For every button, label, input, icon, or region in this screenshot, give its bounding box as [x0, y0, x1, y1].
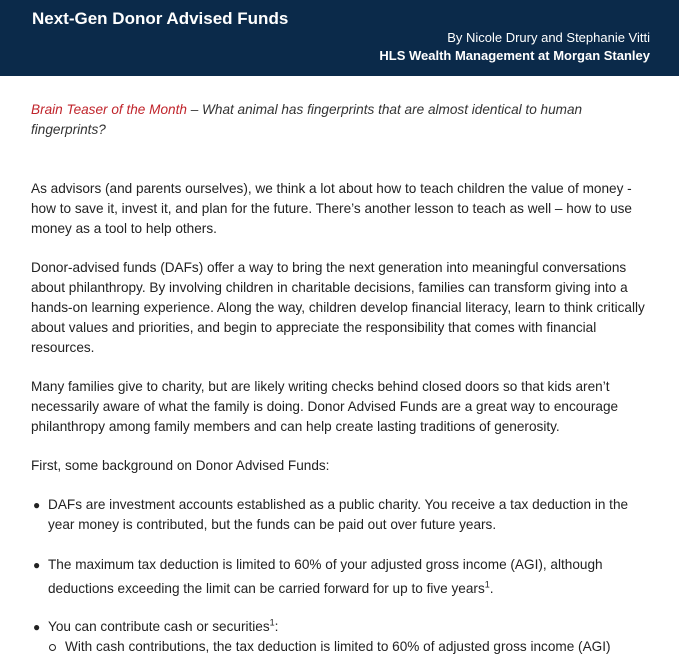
paragraph-daf-overview: Donor-advised funds (DAFs) offer a way to bring the next generation into meaningful conversations about philanthropy. By involving children in charitable decisions, families can transform giving into a hands-on learning experience. Along the way, children develop financial literacy, learn to think critically about values and priorities, and begin to appreciate the responsibility that comes with financial resources. [31, 260, 645, 355]
brain-teaser-question: What animal has fingerprints that are almost identical to human fingerprints? [31, 102, 583, 137]
list-item-text: The maximum tax deduction is limited to 60% of your adjusted gross income (AGI), although deductions exceeding the limit can be carried forward for up to five years [48, 557, 603, 596]
paragraph-family-giving: Many families give to charity, but are likely writing checks behind closed doors so that kids aren’t necessarily aware of what the family is doing. Donor Advised Funds are a great way to encourage philanthropy among family members and can help create lasting traditions of generosity. [31, 379, 619, 434]
footnote-marker: 1 [484, 579, 490, 590]
daf-background-list [31, 495, 649, 657]
bullet-icon: ● [33, 620, 41, 634]
article-authors: By Nicole Drury and Stephanie Vitti [447, 30, 650, 45]
list-item-text: DAFs are investment accounts established as a public charity. You receive a tax deduction in the year money is contributed, but the funds can be paid out over future years. [48, 497, 629, 532]
paragraph-background-intro: First, some background on Donor Advised Funds: [31, 458, 330, 473]
list-item [31, 617, 649, 657]
list-item-trailing: : [274, 619, 279, 634]
list-item-trailing: . [489, 581, 494, 596]
list-item [31, 553, 649, 601]
brain-teaser-label: Brain Teaser of the Month [31, 102, 187, 117]
sub-list-item-text: With cash contributions, the tax deduction is limited to 60% of adjusted gross income (AGI) [65, 639, 611, 654]
sub-list [48, 637, 649, 657]
bullet-icon: ● [33, 498, 41, 512]
footnote-marker: 1 [269, 617, 275, 628]
bullet-icon: ● [33, 558, 41, 572]
list-item [31, 495, 649, 535]
article-organization: HLS Wealth Management at Morgan Stanley [379, 48, 650, 63]
article-body [31, 100, 649, 657]
paragraph-intro: As advisors (and parents ourselves), we think a lot about how to teach children the value of money - how to save it, invest it, and plan for the future. There’s another lesson to teach as well – how to use money as a tool to help others. [31, 181, 632, 236]
brain-teaser-separator: – [186, 102, 203, 117]
article-header [0, 0, 679, 76]
brain-teaser [31, 100, 649, 140]
list-item-text: You can contribute cash or securities [48, 619, 270, 634]
article-title: Next-Gen Donor Advised Funds [32, 9, 289, 28]
sub-list-item [48, 637, 649, 657]
hollow-bullet-icon [49, 644, 56, 651]
